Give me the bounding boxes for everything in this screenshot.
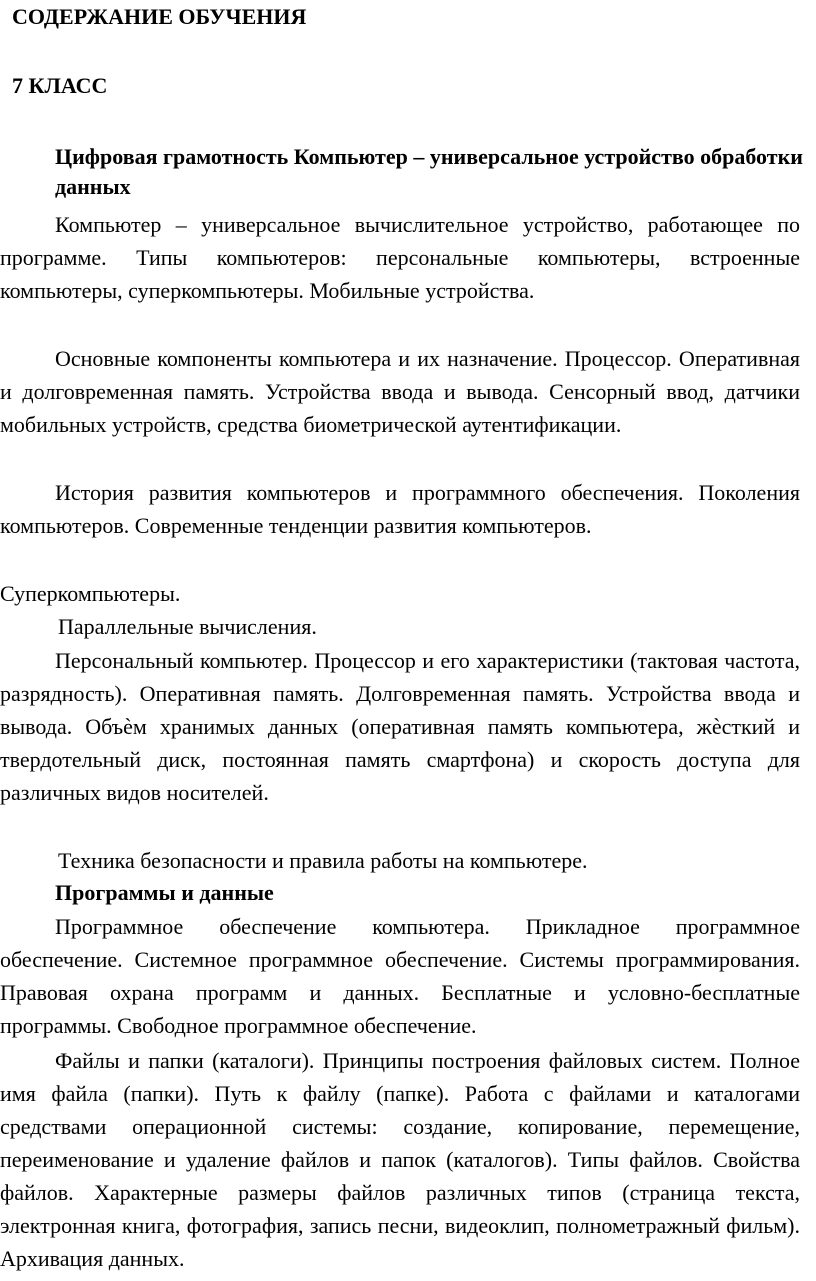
paragraph-software: Программное обеспечение компьютера. Прикладное программное обеспечение. Системное программное обеспечение. Системы программирования. Правовая охрана программ и данных. Бесплатные и условно-бесплатные программы. Свободное программное обеспечение. (0, 914, 800, 1038)
paragraph-personal-computer: Персональный компьютер. Процессор и его характеристики (тактовая частота, разрядность). Оперативная память. Долговременная память. Устройства ввода и вывода. Объѐм хранимых данных (оперативная память компьютера, жѐсткий и твердотельный диск, постоянная память смартфона) и скорость доступа для различных видов носителей. (0, 648, 800, 805)
document-heading: СОДЕРЖАНИЕ ОБУЧЕНИЯ (12, 4, 307, 29)
paragraph-computer-components: Основные компоненты компьютера и их назначение. Процессор. Оперативная и долговременная память. Устройства ввода и вывода. Сенсорный ввод, датчики мобильных устройств, средства биометрической аутентификации. (0, 346, 800, 437)
section-title-digital-literacy: Цифровая грамотность Компьютер – универсальное устройство обработки данных (55, 144, 803, 199)
paragraph-parallel-computing: Параллельные вычисления. (58, 614, 317, 639)
paragraph-computer-history: История развития компьютеров и программного обеспечения. Поколения компьютеров. Современные тенденции развития компьютеров. (0, 480, 800, 538)
paragraph-supercomputers: Суперкомпьютеры. (0, 581, 181, 606)
paragraph-computer-definition: Компьютер – универсальное вычислительное устройство, работающее по программе. Типы компьютеров: персональные компьютеры, встроенные компьютеры, суперкомпьютеры. Мобильные устройства. (0, 212, 800, 303)
section-title-programs-and-data: Программы и данные (55, 880, 274, 905)
grade-heading: 7 КЛАСС (12, 73, 108, 98)
paragraph-safety: Техника безопасности и правила работы на компьютере. (58, 848, 588, 873)
paragraph-files-and-folders: Файлы и папки (каталоги). Принципы построения файловых систем. Полное имя файла (папки). Путь к файлу (папке). Работа с файлами и каталогами средствами операционной системы: создание, копирование, перемещение, переименование и удаление файлов и папок (каталогов). Типы файлов. Свойства файлов. Характерные размеры файлов различных типов (страница текста, электронная книга, фотография, запись песни, видеоклип, полнометражный фильм). Архивация данных. (0, 1048, 800, 1271)
